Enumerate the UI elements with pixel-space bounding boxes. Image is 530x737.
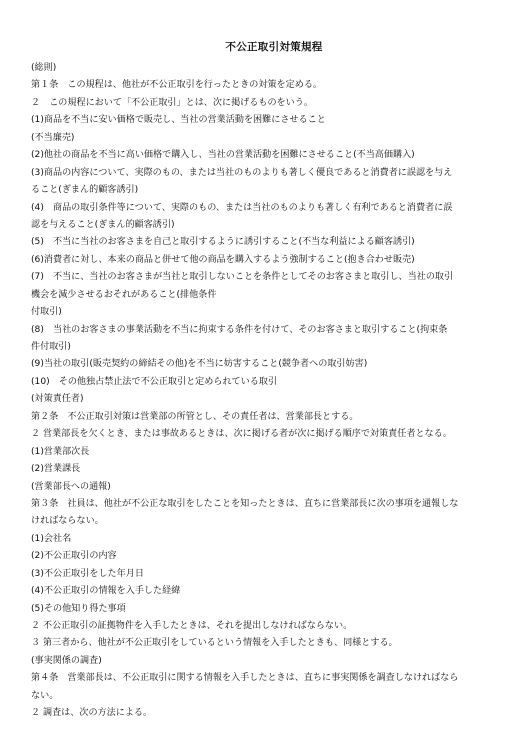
document-line: ２ 営業部長を欠くとき、または事故あるときは、次に掲げる者が次に掲げる順序で対策責任者となる。: [31, 429, 452, 440]
document-line: ３ 第三者から、他社が不公正取引をしているという情報を入手したときも、同様とする。: [31, 638, 398, 649]
document-line: ること(ぎまん的顧客誘引): [31, 185, 139, 196]
document-line: 第３条 社員は、他社が不公正な取引をしたことを知ったときは、直ちに営業部長に次の事項を通報しな: [31, 498, 459, 509]
document-line: (3)不公正取引をした年月日: [31, 568, 144, 579]
document-line: ２ 不公正取引の証拠物件を入手したときは、それを提出しなければならない。: [31, 621, 353, 631]
document-line: (7) 不当に、当社のお客さまが当社と取引しないことを条件としてそのお客さまと取引し、当社の取引: [31, 272, 454, 283]
document-line: 件付取引): [31, 342, 71, 352]
document-line: ない。: [31, 690, 59, 701]
document-line: (2)営業課長: [31, 464, 81, 475]
document-line: (不当廉売): [31, 132, 75, 143]
document-line: ければならない。: [31, 516, 104, 527]
document-line: (1)会社名: [31, 533, 72, 544]
document-line: (6)消費者に対し、本来の商品と併せて他の商品を購入するよう強制すること(抱き合わせ販売): [31, 254, 415, 265]
document-line: 第４条 営業部長は、不公正取引に関する情報を入手したときは、直ちに事実関係を調査しなければなら: [31, 673, 459, 684]
document-line: (1)商品を不当に安い価格で販売し、当社の営業活動を困難にさせること: [31, 115, 326, 126]
document-line: (3)商品の内容について、実際のもの、または当社のものよりも著しく優良であると消費者に誤認を与え: [31, 167, 453, 178]
document-line: 認を与えること(ぎまん的顧客誘引): [31, 219, 175, 230]
document-line: (5) 不当に当社のお客さまを自己と取引するように誘引すること(不当な利益による顧客誘引): [31, 237, 415, 248]
document-line: 第２条 不公正取引対策は営業部の所管とし、その責任者は、営業部長とする。: [31, 411, 359, 422]
document-line: (8) 当社のお客さまの事業活動を不当に拘束する条件を付けて、そのお客さまと取引すること(拘束条: [31, 324, 448, 335]
document-title: 不公正取引対策規程: [225, 41, 323, 53]
document-line: ２ この規程において「不公正取引」とは、次に掲げるものをいう。: [31, 97, 313, 108]
document-body: [31, 60, 517, 723]
document-line: (総則): [31, 63, 57, 73]
document-line: 付取引): [31, 307, 62, 318]
document-line: 機会を減少させるおそれがあること(排他条件: [31, 289, 217, 300]
document-line: (2)他社の商品を不当に高い価格で購入し、当社の営業活動を困難にさせること(不当高価購入): [31, 150, 415, 161]
document-line: (1)営業部次長: [31, 446, 90, 457]
document-line: (10) その他独占禁止法で不公正取引と定められている取引: [31, 376, 278, 387]
document-line: 第１条 この規程は、他社が不公正取引を行ったときの対策を定める。: [31, 80, 323, 91]
document-line: (4)不公正取引の情報を入手した経緯: [31, 586, 181, 597]
document-line: (2)不公正取引の内容: [31, 551, 117, 562]
document-line: (9)当社の取引(販売契約の締結その他)を不当に妨害すること(競争者への取引妨害): [31, 359, 368, 370]
document-line: (営業部長への通報): [31, 481, 111, 492]
document-line: (4) 商品の取引条件等について、実際のもの、または当社のものよりも著しく有利であると消費者に誤: [31, 202, 453, 213]
document-line: (対策責任者): [31, 394, 84, 405]
document-line: (事実関係の調査): [31, 655, 102, 666]
document-line: (5)その他知り得た事項: [31, 603, 126, 614]
document-line: ２ 調査は、次の方法による。: [31, 708, 153, 719]
